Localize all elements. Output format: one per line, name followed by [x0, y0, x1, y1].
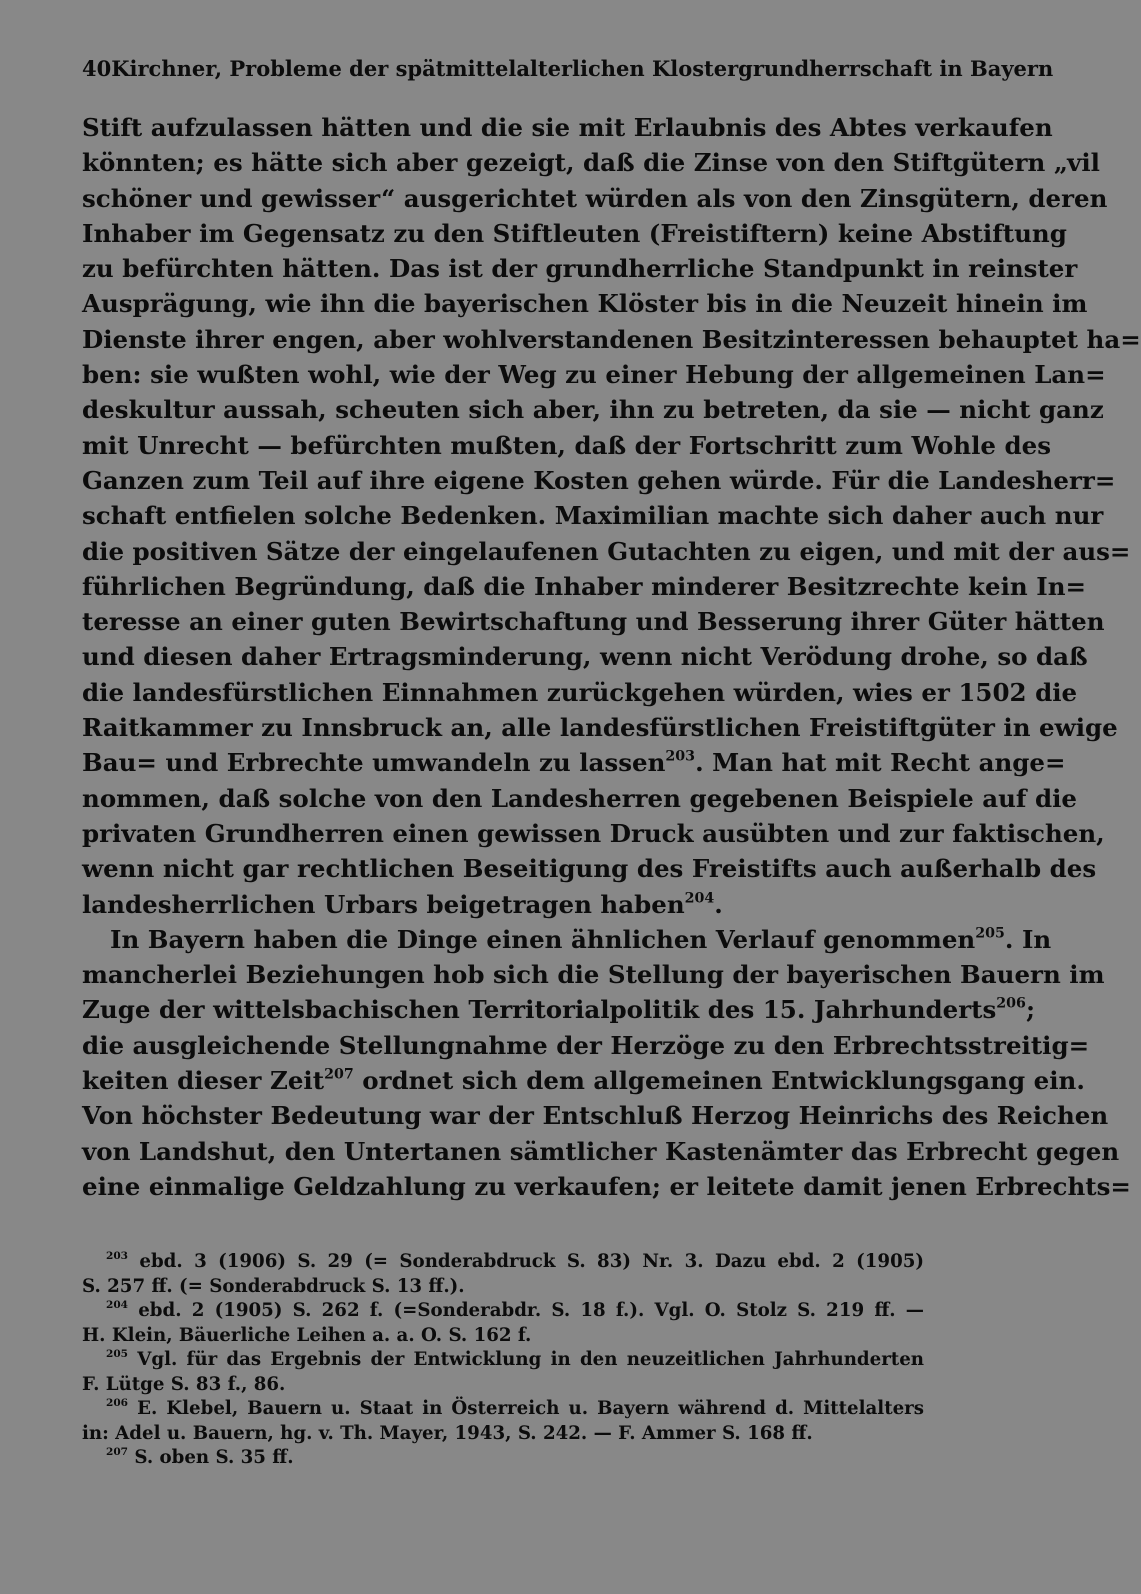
line-text: landesherrlichen Urbars beigetragen haben [82, 889, 685, 919]
text-line [82, 498, 1104, 533]
line-text: könnten; es hätte sich aber gezeigt, daß die Zinse von den Stiftgütern „vil [82, 148, 1100, 178]
footnote-line [82, 1324, 924, 1349]
text-line [82, 922, 1052, 957]
footnote-ref: 207 [324, 1066, 354, 1083]
footnote-number: 207 [106, 1446, 129, 1459]
footnote-line [82, 1373, 924, 1398]
text-line [82, 357, 1106, 392]
footnote-text: E. Klebel, Bauern u. Staat in Österreich u. Bayern während d. Mittelalters [128, 1398, 924, 1419]
line-text: mancherlei Beziehungen hob sich die Stellung der bayerischen Bauern im [82, 960, 1105, 990]
footnotes [82, 1250, 924, 1471]
line-text: Bau= und Erbrechte umwandeln zu lassen [82, 748, 666, 778]
line-text: Ausprägung, wie ihn die bayerischen Klöster bis in die Neuzeit hinein im [82, 289, 1088, 319]
text-line [82, 887, 924, 922]
text-line [82, 110, 1053, 145]
footnote-number: 206 [106, 1397, 129, 1410]
footnote-text: Vgl. für das Ergebnis der Entwicklung in den neuzeitlichen Jahrhunderten [128, 1349, 924, 1370]
line-text: Raitkammer zu Innsbruck an, alle landesfürstlichen Freistiftgüter in ewige [82, 713, 1118, 743]
footnote-text: S. oben S. 35 ff. [128, 1447, 294, 1468]
line-text-after: ordnet sich dem allgemeinen Entwicklungsgang ein. [353, 1066, 1085, 1096]
line-text: mit Unrecht — befürchten mußten, daß der Fortschritt zum Wohle des [82, 430, 1052, 460]
text-line [82, 675, 1078, 710]
footnote-text: F. Lütge S. 83 f., 86. [82, 1373, 286, 1395]
text-line [82, 392, 1104, 427]
line-text: von Landshut, den Untertanen sämtlicher Kastenämter das Erbrecht gegen [82, 1136, 1120, 1166]
footnote-line [82, 1250, 924, 1275]
text-line [82, 745, 1066, 780]
line-text: und diesen daher Ertragsminderung, wenn nicht Verödung drohe, so daß [82, 642, 1088, 672]
text-line [82, 639, 1088, 674]
line-text: schaft entfielen solche Bedenken. Maximilian machte sich daher auch nur [82, 501, 1104, 531]
line-text-after: . [714, 889, 723, 919]
text-line [82, 851, 1097, 886]
text-line [82, 216, 1067, 251]
text-line [82, 992, 1035, 1027]
line-text-after: ; [1025, 995, 1035, 1025]
footnote-line [82, 1446, 924, 1471]
footnote-number: 205 [106, 1348, 129, 1361]
text-line [82, 251, 1078, 286]
line-text: schöner und gewisser“ ausgerichtet würden als von den Zinsgütern, deren [82, 183, 1108, 213]
footnote-ref: 203 [665, 748, 696, 765]
line-text: eine einmalige Geldzahlung zu verkaufen; er leitete damit jenen Erbrechts= [82, 1171, 1131, 1201]
footnote-number: 203 [106, 1250, 129, 1263]
footnote-line [82, 1299, 924, 1324]
footnote-number: 204 [106, 1299, 129, 1312]
footnote-ref: 206 [996, 995, 1026, 1012]
text-line [82, 428, 1052, 463]
text-line [82, 1169, 1131, 1204]
footnote-text: S. 257 ff. (= Sonderabdruck S. 13 ff.). [82, 1275, 465, 1297]
text-line [82, 534, 1131, 569]
line-text: teresse an einer guten Bewirtschaftung und Besserung ihrer Güter hätten [82, 607, 1105, 637]
text-line [82, 957, 1105, 992]
line-text: Ganzen zum Teil auf ihre eigene Kosten gehen würde. Für die Landesherr= [82, 465, 1116, 495]
line-text: nommen, daß solche von den Landesherren gegebenen Beispiele auf die [82, 783, 1077, 813]
footnote-line [82, 1348, 924, 1373]
line-text: Inhaber im Gegensatz zu den Stiftleuten (Freistiftern) keine Abstiftung [82, 218, 1067, 248]
footnote-line [82, 1397, 924, 1422]
footnote-text: H. Klein, Bäuerliche Leihen a. a. O. S. 162 f. [82, 1324, 532, 1346]
line-text: die positiven Sätze der eingelaufenen Gutachten zu eigen, und mit der aus= [82, 536, 1131, 566]
text-line [82, 286, 1088, 321]
line-text: keiten dieser Zeit [82, 1066, 325, 1096]
line-text: zu befürchten hätten. Das ist der grundherrliche Standpunkt in reinster [82, 254, 1078, 284]
line-text: die ausgleichende Stellungnahme der Herzöge zu den Erbrechtsstreitig= [82, 1030, 1090, 1060]
text-line [82, 710, 1118, 745]
footnote-text: in: Adel u. Bauern, hg. v. Th. Mayer, 1943, S. 242. — F. Ammer S. 168 ff. [82, 1422, 813, 1444]
line-text: führlichen Begründung, daß die Inhaber minderer Besitzrechte kein In= [82, 571, 1087, 601]
footnote-line [82, 1275, 924, 1300]
text-line [82, 322, 1141, 357]
line-text: ben: sie wußten wohl, wie der Weg zu einer Hebung der allgemeinen Lan= [82, 360, 1106, 390]
text-line [82, 569, 1087, 604]
footnote-ref: 204 [684, 889, 715, 906]
line-text: deskultur aussah, scheuten sich aber, ihn zu betreten, da sie — nicht ganz [82, 395, 1104, 425]
text-line [82, 604, 1105, 639]
line-text: privaten Grundherren einen gewissen Druck ausübten und zur faktischen, [82, 818, 1105, 848]
page-number: 40 [82, 56, 112, 81]
text-line [82, 1028, 1090, 1063]
footnote-text: ebd. 3 (1906) S. 29 (= Sonderabdruck S. 83) Nr. 3. Dazu ebd. 2 (1905) [128, 1251, 924, 1272]
footnote-text: ebd. 2 (1905) S. 262 f. (=Sonderabdr. S. 18 f.). Vgl. O. Stolz S. 219 ff. — [128, 1300, 924, 1321]
line-text: In Bayern haben die Dinge einen ähnlichen Verlauf genommen [110, 924, 976, 954]
footnote-line [82, 1422, 924, 1447]
text-line [82, 1063, 1085, 1098]
line-text: Von höchster Bedeutung war der Entschluß Herzog Heinrichs des Reichen [82, 1101, 1109, 1131]
line-text: die landesfürstlichen Einnahmen zurückgehen würden, wies er 1502 die [82, 677, 1078, 707]
text-line [82, 1098, 1109, 1133]
line-text-after: . In [1004, 924, 1052, 954]
footnote-ref: 205 [975, 925, 1005, 942]
line-text: Stift aufzulassen hätten und die sie mit Erlaubnis des Abtes verkaufen [82, 113, 1053, 142]
running-header [82, 56, 1054, 90]
line-text: wenn nicht gar rechtlichen Beseitigung des Freistifts auch außerhalb des [82, 854, 1097, 884]
running-title: Kirchner, Probleme der spätmittelalterlichen Klostergrundherrschaft in Bayern [111, 56, 1054, 81]
text-line [82, 463, 1116, 498]
line-text: Dienste ihrer engen, aber wohlverstandenen Besitzinteressen behauptet ha= [82, 324, 1141, 354]
line-text-after: . Man hat mit Recht ange= [695, 748, 1066, 778]
text-line [82, 1134, 1120, 1169]
line-text: Zuge der wittelsbachischen Territorialpolitik des 15. Jahrhunderts [82, 995, 997, 1025]
text-line [82, 145, 1100, 180]
body-text [82, 110, 1141, 1204]
text-line [82, 816, 1105, 851]
text-line [82, 181, 1108, 216]
text-line [82, 781, 1077, 816]
